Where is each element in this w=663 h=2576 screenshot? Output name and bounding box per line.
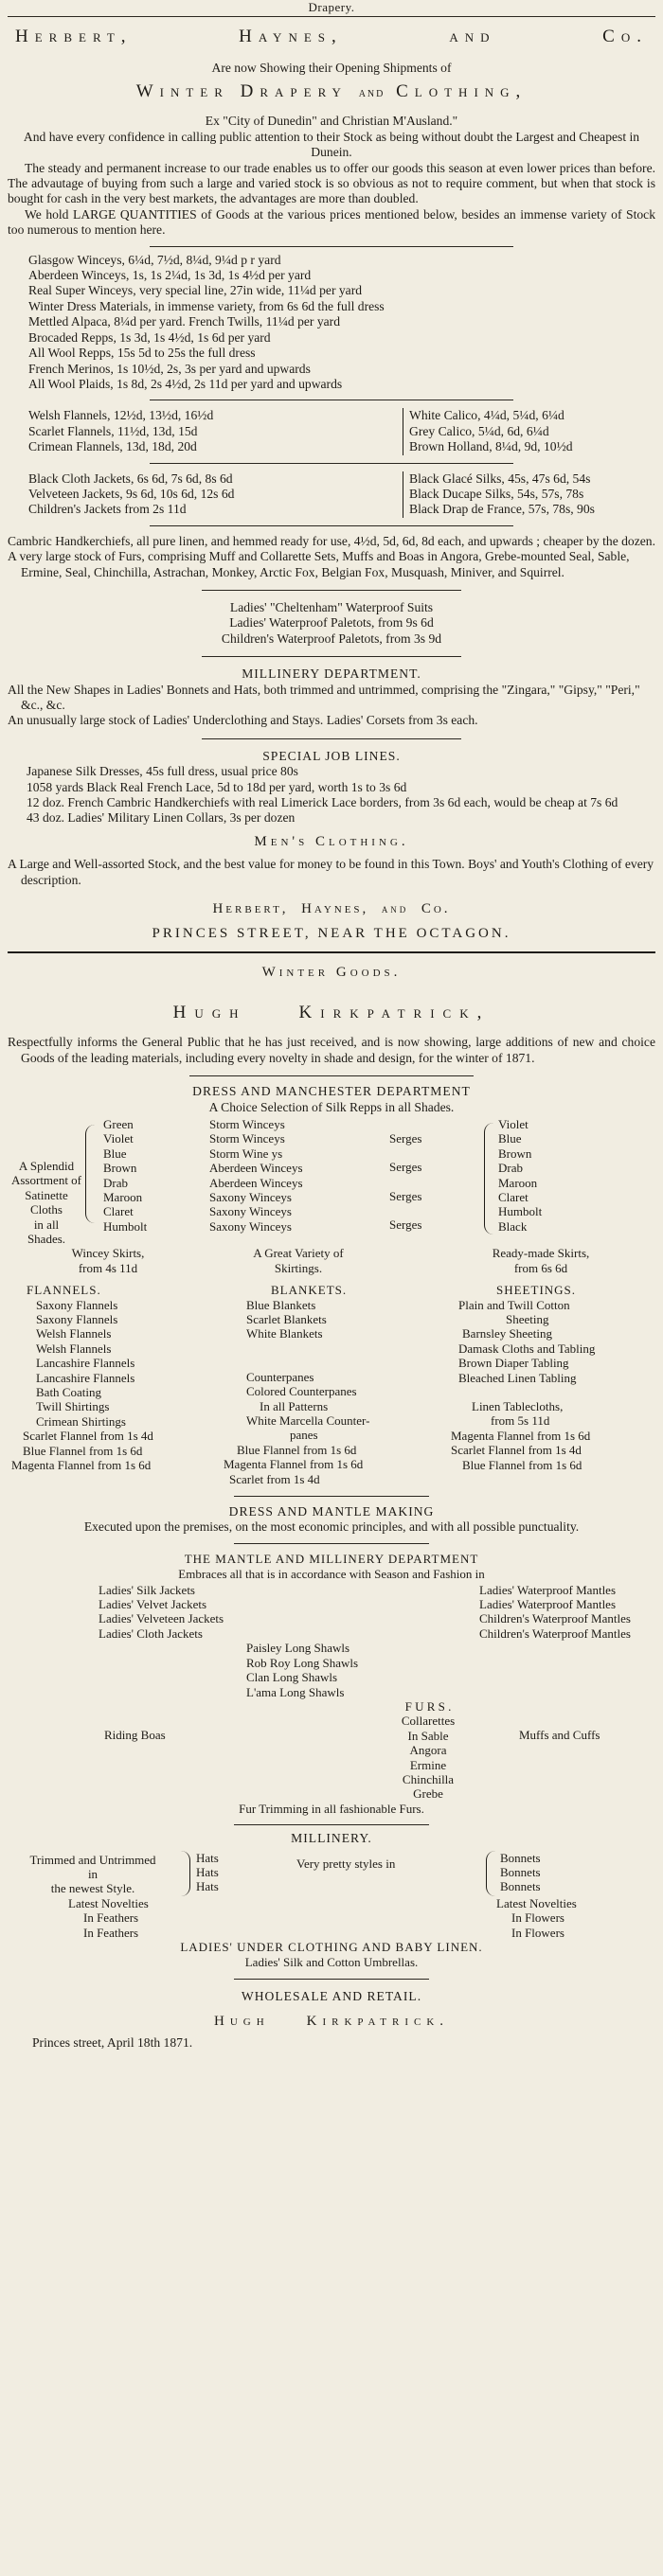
firm-signature <box>8 2014 655 2029</box>
divider <box>234 1979 428 1980</box>
list-item: White Calico, 4¼d, 5¼d, 6¼d <box>409 408 564 423</box>
list-item: L'ama Long Shawls <box>246 1684 345 1699</box>
list-item: from 6s 6d <box>513 1260 568 1275</box>
list-item: Wincey Skirts, <box>71 1246 145 1261</box>
special-heading: SPECIAL JOB LINES. <box>262 748 401 763</box>
list-item: In all Patterns <box>260 1398 329 1413</box>
list-item: Collarettes <box>401 1714 456 1729</box>
list-item: In Flowers <box>511 1925 564 1940</box>
herbert-haynes-advert <box>8 17 655 942</box>
list-item: Ready-made Skirts, <box>492 1246 590 1261</box>
list-item: Skirtings. <box>274 1260 323 1275</box>
list-item: Mettled Alpaca, 8¼d per yard. French Twills, 11¼d per yard <box>28 314 340 329</box>
list-item: Saxony Winceys <box>209 1218 292 1234</box>
fur-trimming-line: Fur Trimming in all fashionable Furs. <box>239 1801 424 1816</box>
list-item: Magenta Flannel from 1s 6d <box>451 1428 591 1443</box>
firm-heading <box>8 999 655 1027</box>
millinery-block <box>8 1851 655 1896</box>
kirkpatrick-advert <box>8 965 655 2051</box>
list-item: Blue Flannel from 1s 6d <box>462 1457 582 1472</box>
furs-heading: F U R S . <box>404 1698 452 1714</box>
great-variety <box>208 1246 388 1275</box>
millinery-heading: MILLINERY. <box>291 1831 372 1846</box>
list-item: Blue Flannel from 1s 6d <box>237 1442 357 1457</box>
underclothing-paragraph: An unusually large stock of Ladies' Underclothing and Stays. Ladies' Corsets from 3s each. <box>8 713 478 728</box>
list-item: Trimmed and Untrimmed <box>29 1852 156 1867</box>
divider <box>234 1543 428 1544</box>
showing-line: Are now Showing their Opening Shipments of <box>211 61 452 75</box>
list-item: Black Drap de France, 57s, 78s, 90s <box>409 502 595 517</box>
list-item: Maroon <box>103 1189 143 1204</box>
ready-made-skirts <box>388 1246 655 1275</box>
divider <box>202 738 461 739</box>
firm-word-hugh: Hugh <box>172 1003 247 1023</box>
list-item: Serges <box>389 1217 422 1233</box>
list-item: Brown Diaper Tabling <box>458 1356 569 1371</box>
list-item: Bleached Linen Tabling <box>458 1370 577 1385</box>
list-item: Welsh Flannels <box>36 1326 112 1341</box>
divider <box>150 246 512 247</box>
list-item: Plain and Twill Cotton <box>458 1297 570 1312</box>
firm-word-kirkpatrick: Kirkpatrick, <box>298 1003 491 1023</box>
list-item: Aberdeen Winceys <box>209 1175 303 1190</box>
title-word-and: and <box>358 86 385 101</box>
mantle-making-text: Executed upon the premises, on the most economic principles, and with all possible punctuality. <box>83 1519 580 1535</box>
dress-dept-heading: DRESS AND MANCHESTER DEPARTMENT <box>192 1084 471 1099</box>
feathers-list <box>8 1896 314 1940</box>
millinery-paragraph: All the New Shapes in Ladies' Bonnets and Hats, both trimmed and untrimmed, comprising the "Zingara," "Gipsy," "Peri," &c., &c. <box>8 682 640 712</box>
list-item: Green <box>103 1116 134 1131</box>
shawls-list <box>8 1641 655 1699</box>
colors-column-2 <box>498 1117 655 1246</box>
riding-boas: Riding Boas <box>104 1727 166 1742</box>
list-item: Ladies' Velveteen Jackets <box>99 1611 224 1626</box>
list-item: Blue Flannel from 1s 6d <box>23 1443 143 1458</box>
list-item: A Great Variety of <box>253 1246 344 1261</box>
list-item: Ladies' "Cheltenham" Waterproof Suits <box>229 599 434 614</box>
list-item: In Flowers <box>511 1910 564 1926</box>
list-item: Saxony Flannels <box>36 1297 118 1312</box>
list-item: Violet <box>498 1116 529 1131</box>
mantle-making-heading: DRESS AND MANTLE MAKING <box>228 1504 435 1519</box>
list-item: Saxony Flannels <box>36 1311 118 1326</box>
list-item: Scarlet Flannel from 1s 4d <box>451 1443 582 1458</box>
list-item: Scarlet Flannel from 1s 4d <box>23 1429 153 1444</box>
list-item: Clan Long Shawls <box>246 1670 338 1685</box>
list-item: Aberdeen Winceys <box>209 1161 303 1176</box>
divider <box>234 1824 428 1825</box>
list-item: Ermine <box>409 1757 447 1772</box>
list-item: Maroon <box>498 1175 538 1190</box>
list-item: In Feathers <box>83 1910 139 1926</box>
list-item: Brown <box>498 1146 532 1161</box>
list-item: Rob Roy Long Shawls <box>246 1655 359 1670</box>
mantles-list <box>421 1583 655 1642</box>
list-item: Black <box>498 1218 528 1234</box>
list-item: French Merinos, 1s 10½d, 2s, 3s per yard and upwards <box>28 361 311 376</box>
divider <box>202 590 461 591</box>
list-item: Assortment of <box>10 1173 82 1188</box>
serges-column <box>389 1117 484 1246</box>
list-item: Colored Counterpanes <box>246 1384 357 1399</box>
special-list <box>8 764 655 826</box>
flannels-column <box>8 1283 224 1486</box>
list-item: Children's Waterproof Mantles <box>479 1626 631 1641</box>
list-item: Storm Wine ys <box>209 1146 283 1161</box>
clothing-word: Clothing. <box>314 833 409 849</box>
list-item: Real Super Winceys, very special line, 27in wide, 11¼d per yard <box>28 283 363 298</box>
list-item: Scarlet Flannels, 11½d, 13d, 15d <box>28 423 198 438</box>
list-item: Sheeting <box>506 1311 549 1326</box>
list-item: Children's Jackets from 2s 11d <box>28 502 187 517</box>
list-item: Storm Winceys <box>209 1116 285 1131</box>
dress-dept-columns <box>8 1117 655 1246</box>
list-item: Linen Tablecloths, <box>472 1399 564 1413</box>
list-item: White Blankets <box>246 1326 323 1341</box>
list-item: Aberdeen Winceys, 1s, 1s 2¼d, 1s 3d, 1s 4½d per yard <box>28 268 312 283</box>
firm-word-kirkpatrick: Kirkpatrick. <box>306 2014 450 2030</box>
list-item: the newest Style. <box>50 1881 135 1896</box>
list-item: Lancashire Flannels <box>36 1356 135 1371</box>
blankets-heading: BLANKETS. <box>271 1283 348 1298</box>
list-item: panes <box>290 1428 318 1443</box>
list-item: Bonnets <box>500 1879 541 1894</box>
furs-paragraph: A very large stock of Furs, comprising Muff and Collarette Sets, Muffs and Boas in Angora, Grebe-mounted Seal, Sable, Ermine, Seal, Chinchilla, Astrachan, Monkey, Arctic Fox, Belgian Fox, Musquash, Miniver, and Squirrel. <box>8 549 630 579</box>
list-item: Black Glacé Silks, 45s, 47s 6d, 54s <box>409 471 591 486</box>
list-item: Shades. <box>27 1231 66 1246</box>
list-item: Humbolt <box>498 1204 543 1219</box>
list-item: Brown <box>103 1161 137 1176</box>
jackets-mantles <box>8 1583 655 1642</box>
skirts-row <box>8 1246 655 1275</box>
list-item: Ladies' Waterproof Mantles <box>479 1582 617 1597</box>
newspaper-page <box>8 0 655 2576</box>
list-item: Violet <box>103 1131 134 1146</box>
list-item: Scarlet from 1s 4d <box>229 1471 320 1486</box>
steady-paragraph: The steady and permanent increase to our trade enables us to offer our goods this season at even lower prices than before. The advautage of buying from such a large and varied stock is so obvious as not to require comment, but when that stock is bought for cash in the very best markets, the advantages are more than doubled. <box>8 160 655 206</box>
list-item: Welsh Flannels, 12½d, 13½d, 16½d <box>28 408 214 423</box>
dateline: Princes street, April 18th 1871. <box>32 2034 193 2050</box>
list-item: Welsh Flannels <box>36 1341 112 1356</box>
cambric-paragraph: Cambric Handkerchiefs, all pure linen, and hemmed ready for use, 4½d, 5d, 6d, 8d each, and upwards ; cheaper by the dozen. <box>8 533 655 548</box>
firm-word-herbert: Herbert, <box>15 27 133 46</box>
mens-word: Men's <box>254 833 309 849</box>
list-item: Ladies' Waterproof Paletots, from 9s 6d <box>229 615 434 631</box>
flannels-heading: FLANNELS. <box>27 1283 101 1298</box>
list-item: in <box>87 1866 99 1881</box>
list-item: A Splendid <box>18 1158 75 1173</box>
list-item: Claret <box>103 1204 134 1219</box>
firm-word-hugh: Hugh <box>213 2014 270 2030</box>
furs-block <box>8 1699 655 1802</box>
mens-clothing-heading <box>8 834 655 849</box>
firm-heading <box>8 17 655 51</box>
sheetings-column <box>424 1283 655 1486</box>
list-item: Serges <box>389 1130 422 1146</box>
ships-line: Ex "City of Dunedin" and Christian M'Ausland." <box>205 114 458 129</box>
flannels-calico-block <box>8 408 655 454</box>
list-item: Ladies' Cloth Jackets <box>99 1626 203 1641</box>
list-item: Grebe <box>413 1786 443 1802</box>
list-item: Ladies' Silk Jackets <box>99 1582 195 1597</box>
list-item: Storm Winceys <box>209 1131 285 1146</box>
list-item: Bonnets <box>500 1864 541 1879</box>
underclothing-line: LADIES' UNDER CLOTHING AND BABY LINEN. <box>180 1940 483 1954</box>
list-item: Twill Shirtings <box>36 1399 110 1414</box>
wincey-skirts <box>8 1246 208 1275</box>
winter-goods-heading <box>8 965 655 980</box>
list-item: Winter Dress Materials, in immense variety, from 6s 6d the full dress <box>28 298 385 313</box>
millinery-heading: MILLINERY DEPARTMENT. <box>242 666 421 682</box>
quantities-paragraph: We hold LARGE QUANTITIES of Goods at the various prices mentioned below, besides an immense variety of Stock too numerous to mention here. <box>8 206 655 238</box>
list-item: Drab <box>103 1175 128 1190</box>
flannels-blankets-sheetings <box>8 1283 655 1486</box>
mantle-millinery-heading: THE MANTLE AND MILLINERY DEPARTMENT <box>184 1551 479 1566</box>
title-word-clothing: Clothing, <box>396 81 528 102</box>
list-item: Latest Novelties <box>68 1895 149 1910</box>
list-item: Hats <box>196 1879 219 1894</box>
muffs-cuffs: Muffs and Cuffs <box>519 1727 600 1742</box>
brace <box>85 1125 103 1223</box>
firm-word-haynes: Haynes, <box>239 27 343 46</box>
furs-list <box>343 1699 513 1802</box>
winceys-column <box>209 1117 389 1246</box>
brace <box>484 1123 498 1235</box>
divider <box>202 656 461 657</box>
flowers-list <box>314 1896 655 1940</box>
list-item: Damask Cloths and Tabling <box>458 1341 596 1356</box>
list-item: Chinchilla <box>402 1771 455 1786</box>
list-item: All Wool Repps, 15s 5d to 25s the full dress <box>28 346 256 361</box>
list-item: Grey Calico, 5¼d, 6d, 6¼d <box>409 423 549 438</box>
list-item: Serges <box>389 1188 422 1203</box>
trimmed-text <box>8 1851 178 1896</box>
list-item: Ladies' Waterproof Mantles <box>479 1597 617 1612</box>
list-item: Bath Coating <box>36 1385 101 1399</box>
jackets-list <box>8 1583 421 1642</box>
list-item: from 4s 11d <box>78 1260 138 1275</box>
waterproof-list <box>8 600 655 647</box>
list-item: Paisley Long Shawls <box>246 1641 350 1656</box>
list-item: Magenta Flannel from 1s 6d <box>11 1458 152 1473</box>
list-item: in all <box>33 1217 60 1232</box>
firm-signature <box>8 901 655 916</box>
list-item: Blue <box>498 1131 522 1146</box>
umbrellas-line: Ladies' Silk and Cotton Umbrellas. <box>244 1955 419 1970</box>
firm-word-herbert: Herbert, <box>212 901 289 917</box>
firm-word-co: Co. <box>602 27 648 46</box>
brace <box>178 1851 190 1896</box>
list-item: Angora <box>409 1743 447 1758</box>
list-item: Serges <box>389 1160 422 1175</box>
winter-drapery-heading <box>8 78 655 108</box>
list-item: Children's Waterproof Paletots, from 3s 9d <box>221 631 442 646</box>
list-item: Humbolt <box>103 1218 148 1234</box>
jackets-silks-block <box>8 471 655 518</box>
divider <box>150 463 512 464</box>
mens-paragraph: A Large and Well-assorted Stock, and the best value for money to be found in this Town. Boys' and Youth's Clothing of every description. <box>8 857 654 887</box>
list-item: 12 doz. French Cambric Handkerchiefs with real Limerick Lace borders, from 3s 6d each, would be cheap at 7s 6d <box>27 795 618 810</box>
list-item: Crimean Flannels, 13d, 18d, 20d <box>28 439 197 454</box>
repps-line: A Choice Selection of Silk Repps in all Shades. <box>208 1099 455 1114</box>
list-item: In Feathers <box>83 1925 139 1940</box>
list-item: Crimean Shirtings <box>36 1413 126 1429</box>
list-item: Brown Holland, 8¼d, 9d, 10½d <box>409 439 573 454</box>
list-item: 1058 yards Black Real French Lace, 5d to 18d per yard, worth 1s to 3s 6d <box>27 779 407 794</box>
running-head: Drapery. <box>308 0 355 14</box>
title-word-winter: Winter <box>135 81 229 102</box>
title-word-winter: Winter <box>261 964 330 980</box>
firm-word-co: Co. <box>421 901 451 917</box>
list-item: from 5s 11d <box>491 1413 550 1429</box>
list-item: Latest Novelties <box>496 1895 577 1910</box>
advert-separator <box>8 951 655 953</box>
list-item: In Sable <box>407 1728 449 1743</box>
list-item: Claret <box>498 1189 529 1204</box>
firm-word-haynes: Haynes, <box>301 901 369 917</box>
title-word-drapery: Drapery <box>240 81 348 102</box>
list-item: White Marcella Counter- <box>246 1413 370 1428</box>
list-item: Saxony Winceys <box>209 1204 292 1219</box>
firm-word-and: and <box>449 27 496 46</box>
firm-word-and: and <box>381 901 409 916</box>
list-item: Children's Waterproof Mantles <box>479 1611 631 1626</box>
list-item: Blue Blankets <box>246 1297 316 1312</box>
mantle-millinery-intro: Embraces all that is in accordance with Season and Fashion in <box>178 1567 485 1582</box>
list-item: Magenta Flannel from 1s 6d <box>224 1457 364 1472</box>
novelties-block <box>8 1896 655 1940</box>
list-item: All Wool Plaids, 1s 8d, 2s 4½d, 2s 11d per yard and upwards <box>28 376 343 391</box>
sheetings-heading: SHEETINGS. <box>496 1283 577 1298</box>
dress-price-list <box>8 253 655 393</box>
divider <box>234 1496 428 1497</box>
list-item: Velveteen Jackets, 9s 6d, 10s 6d, 12s 6d <box>28 486 235 501</box>
bonnets-list <box>500 1851 655 1896</box>
list-item: Blue <box>103 1146 127 1161</box>
brace <box>486 1851 500 1896</box>
list-item: Black Cloth Jackets, 6s 6d, 7s 6d, 8s 6d <box>28 471 233 486</box>
list-item: Brocaded Repps, 1s 3d, 1s 4½d, 1s 6d per yard <box>28 329 271 345</box>
list-item: Bonnets <box>500 1850 541 1865</box>
list-item: 43 doz. Ladies' Military Linen Collars, 3s per dozen <box>27 810 296 826</box>
list-item: Satinette Cloths <box>25 1187 68 1217</box>
list-item: Scarlet Blankets <box>246 1311 327 1326</box>
title-word-goods: Goods. <box>335 964 402 980</box>
list-item: Hats <box>196 1864 219 1879</box>
list-item: Black Ducape Silks, 54s, 57s, 78s <box>409 486 584 501</box>
list-item: Hats <box>196 1850 219 1865</box>
address-line: PRINCES STREET, NEAR THE OCTAGON. <box>152 926 511 942</box>
list-item: Barnsley Sheeting <box>462 1326 552 1341</box>
splendid-column <box>8 1117 85 1246</box>
list-item: Counterpanes <box>246 1369 314 1384</box>
divider <box>189 1075 475 1076</box>
intro-paragraph: And have every confidence in calling public attention to their Stock as being without doubt the Largest and Cheapest in Dunein. <box>23 129 640 160</box>
colors-column <box>103 1117 209 1246</box>
list-item: Saxony Winceys <box>209 1189 292 1204</box>
pretty-styles: Very pretty styles in <box>296 1856 396 1871</box>
blankets-column <box>224 1283 424 1486</box>
wholesale-line: WHOLESALE AND RETAIL. <box>241 1988 422 2003</box>
list-item: Glasgow Winceys, 6¼d, 7½d, 8¼d, 9¼d p r yard <box>28 252 281 267</box>
list-item: Japanese Silk Dresses, 45s full dress, usual price 80s <box>27 764 298 779</box>
intro-paragraph: Respectfully informs the General Public that he has just received, and is now showing, large additions of new and choice Goods of the leading materials, including every novelty in shade and design, for the winter of 1871. <box>8 1035 655 1065</box>
divider <box>150 525 512 526</box>
list-item: Lancashire Flannels <box>36 1370 135 1385</box>
list-item: Ladies' Velvet Jackets <box>99 1597 207 1612</box>
list-item: Drab <box>498 1161 523 1176</box>
hats-list <box>196 1851 287 1896</box>
